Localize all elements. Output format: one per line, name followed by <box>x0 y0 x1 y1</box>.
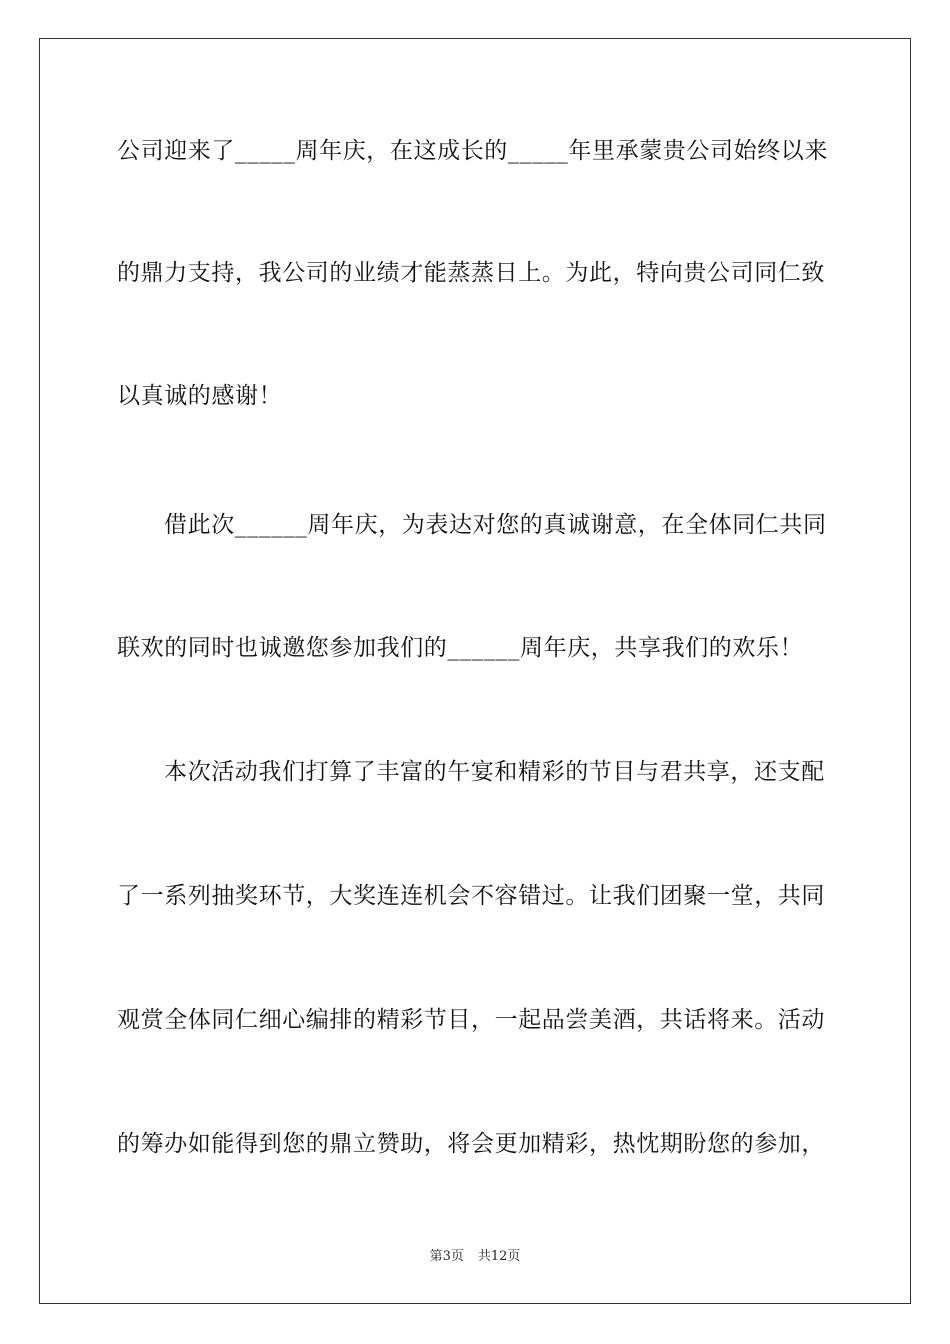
body-text-line: 联欢的同时也诚邀您参加我们的______周年庆，共享我们的欢乐！ <box>117 635 804 661</box>
paragraph-first-line: 借此次______周年庆，为表达对您的真诚谢意，在全体同仁共同 <box>164 512 827 538</box>
body-text-line: 的筹办如能得到您的鼎立赞助，将会更加精彩，热忱期盼您的参加， <box>117 1131 825 1157</box>
page-number: 第3页 <box>429 1249 464 1264</box>
paragraph-first-line: 本次活动我们打算了丰富的午宴和精彩的节目与君共享，还支配 <box>164 759 825 785</box>
body-text-line: 了一系列抽奖环节，大奖连连机会不容错过。让我们团聚一堂，共同 <box>117 883 825 909</box>
page-footer <box>0 1248 950 1266</box>
body-text-line: 以真诚的感谢！ <box>117 383 283 409</box>
page-frame <box>39 38 911 1304</box>
body-text-line: 的鼎力支持，我公司的业绩才能蒸蒸日上。为此，特向贵公司同仁致 <box>117 260 825 286</box>
total-pages: 共12页 <box>477 1249 521 1264</box>
body-text-line: 观赏全体同仁细心编排的精彩节目，一起品尝美酒，共话将来。活动 <box>117 1007 825 1033</box>
body-text-line: 公司迎来了_____周年庆，在这成长的_____年里承蒙贵公司始终以来 <box>117 138 828 164</box>
